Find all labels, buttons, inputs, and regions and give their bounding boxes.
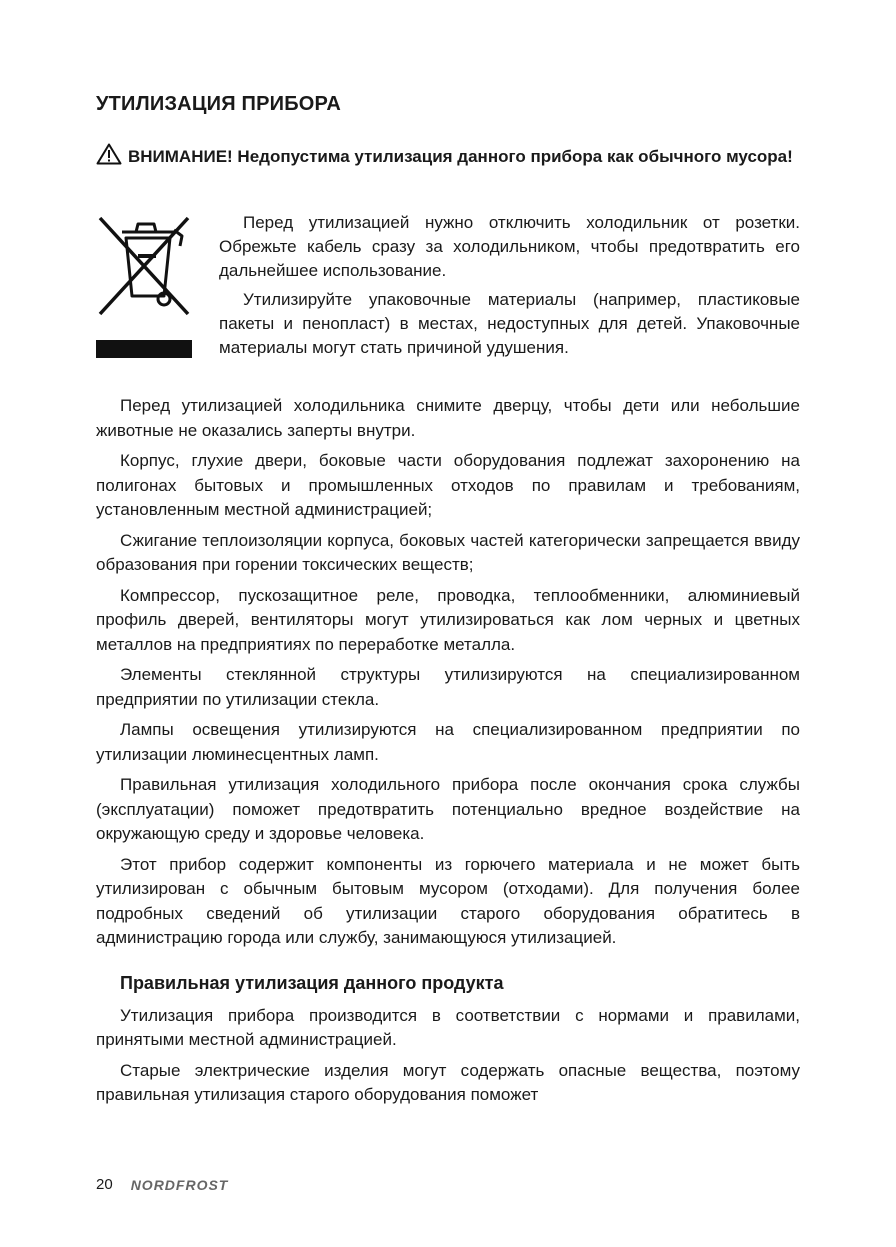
intro-paragraph: Перед утилизацией нужно отключить холодильник от розетки. Обрежьте кабель сразу за холодильником, чтобы предотвратить его дальнейшее использование. (219, 213, 800, 280)
bin-underline-bar (96, 340, 192, 358)
crossed-out-wheelie-bin-icon (96, 214, 192, 358)
warning-triangle-icon (96, 143, 122, 172)
sub-paragraph: Утилизация прибора производится в соответствии с нормами и правилами, принятыми местной администрацией. (96, 1005, 800, 1049)
page-footer (96, 1176, 228, 1193)
warning-text: ВНИМАНИЕ! Недопустима утилизация данного прибора как обычного мусора! (128, 147, 793, 166)
body-paragraph: Сжигание теплоизоляции корпуса, боковых частей категорически запрещается ввиду образования при горении токсических веществ; (96, 530, 800, 574)
page-number: 20 (96, 1176, 113, 1193)
section-subheading: Правильная утилизация данного продукта (120, 972, 504, 993)
page-title: УТИЛИЗАЦИЯ ПРИБОРА (96, 93, 341, 115)
brand-logo: NORDFROST (130, 1176, 229, 1193)
body-paragraph: Перед утилизацией холодильника снимите дверцу, чтобы дети или небольшие животные не оказались заперты внутри. (96, 396, 800, 440)
intro-text (219, 211, 800, 365)
body-paragraph: Корпус, глухие двери, боковые части оборудования подлежат захоронению на полигонах бытовых и промышленных отходов по правилам и требованиям, установленным местной администрацией; (96, 451, 800, 519)
body-paragraph: Этот прибор содержит компоненты из горючего материала и не может быть утилизирован с обычным бытовым мусором (отходами). Для получения более подробных сведений об утилизации старого оборудования обратитесь в администрацию города или службу, занимающуюся утилизацией. (96, 854, 800, 947)
warning-notice (96, 143, 800, 172)
intro-paragraph: Утилизируйте упаковочные материалы (например, пластиковые пакеты и пенопласт) в местах, недоступных для детей. Упаковочные материалы могут стать причиной удушения. (219, 290, 800, 357)
body-paragraph: Правильная утилизация холодильного прибора после окончания срока службы (эксплуатации) поможет предотвратить потенциально вредное воздействие на окружающую среду и здоровье человека. (96, 775, 800, 843)
body-paragraph: Лампы освещения утилизируются на специализированном предприятии по утилизации люминесцентных ламп. (96, 720, 800, 764)
body-paragraph: Элементы стеклянной структуры утилизируются на специализированном предприятии по утилизации стекла. (96, 665, 800, 709)
body-paragraph: Компрессор, пускозащитное реле, проводка, теплообменники, алюминиевый профиль дверей, вентиляторы могут утилизироваться как лом черных и цветных металлов на предприятиях по переработке металла. (96, 585, 800, 654)
body-text (96, 394, 800, 1114)
sub-paragraph: Старые электрические изделия могут содержать опасные вещества, поэтому правильная утилизация старого оборудования поможет (96, 1060, 800, 1104)
